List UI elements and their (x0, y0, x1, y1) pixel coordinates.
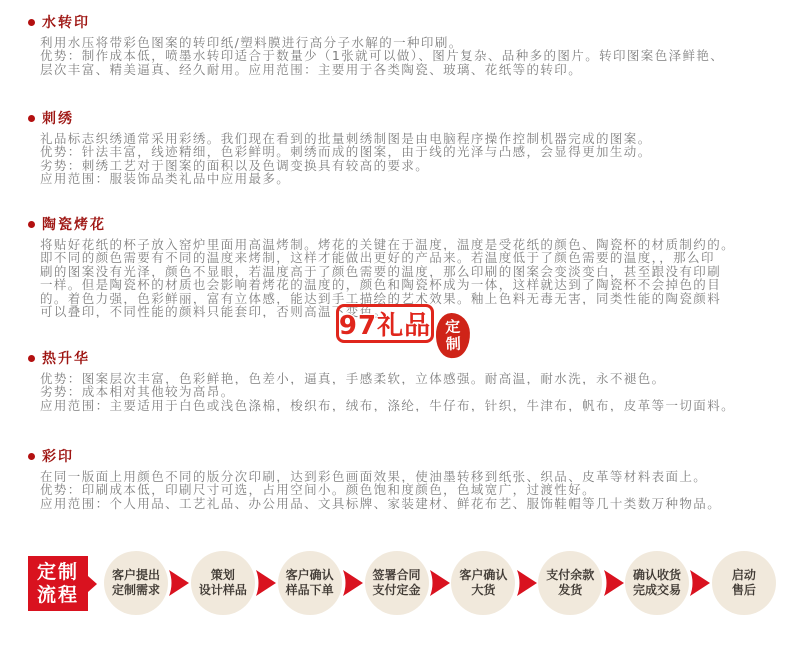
step-line: 客户确认 (285, 568, 334, 582)
arrow-right-icon (604, 570, 624, 596)
section-body (40, 470, 792, 510)
step-line: 大货 (471, 583, 496, 597)
flow-label-box (28, 556, 88, 611)
body-line: 优势：制作成本低，喷墨水转印适合于数量少（1张就可以做）、图片复杂、品种多的图片。转印图案色泽鲜艳、 (40, 49, 725, 63)
section-heading (28, 110, 792, 126)
body-line: 利用水压将带彩色图案的转印纸/塑料膜进行高分子水解的一种印刷。 (40, 36, 463, 50)
step-line: 签署合同 (372, 568, 421, 582)
bullet-icon (28, 355, 35, 362)
flow-step-5 (451, 551, 515, 615)
flow-step-7 (625, 551, 689, 615)
section-heading (28, 216, 792, 232)
seal-char: 定 (444, 317, 461, 336)
body-line: 的。着色力强，色彩鲜丽，富有立体感，能达到手工描绘的艺术效果。釉上色料无毒无害，同类性能的陶瓷颜料 (40, 291, 722, 305)
body-line: 优势：针法丰富，线迹精细，色彩鲜明。刺绣而成的图案，由于线的光泽与凸感，会显得更加生动。 (40, 145, 652, 159)
arrow-right-icon (343, 570, 363, 596)
flow-step-4 (365, 551, 429, 615)
step-line: 客户提出 (111, 568, 160, 582)
step-line: 支付定金 (372, 583, 421, 597)
flow-step-8 (712, 551, 776, 615)
section-body (40, 36, 792, 76)
seal-char: 制 (445, 334, 462, 353)
flow-label-arrow-tip (88, 576, 97, 592)
flow-step-1 (104, 551, 168, 615)
body-line: 劣势：刺绣工艺对于图案的面积以及色调变换具有较高的要求。 (40, 158, 430, 173)
step-line: 发货 (558, 583, 583, 597)
body-line: 刷的图案没有光泽，颜色不显眼，若温度高于了颜色需要的温度，那么印刷的图案会变淡变白，甚至跟没有印刷 (40, 264, 722, 279)
arrow-right-icon (256, 570, 276, 596)
section-water-transfer (28, 14, 792, 76)
body-line: 优势：图案层次丰富，色彩鲜艳，色差小，逼真，手感柔软，立体感强。耐高温，耐水洗，永不褪色。 (40, 372, 666, 386)
flow-step-6 (538, 551, 602, 615)
section-title: 陶瓷烤花 (42, 217, 106, 233)
body-line: 将贴好花纸的杯子放入窑炉里面用高温烤制。烤花的关键在于温度，温度是受花纸的颜色、陶瓷杯的材质制约的。 (40, 238, 736, 252)
body-line: 应用范围：主要适用于白色或浅色涤棉，梭织布，绒布，涤纶，牛仔布，针织，牛津布，帆布，皮革等一切面料。 (40, 398, 736, 413)
section-heading (28, 14, 792, 30)
body-line: 应用范围：服装饰品类礼品中应用最多。 (40, 172, 291, 186)
section-title: 彩印 (42, 449, 74, 465)
arrow-right-icon (169, 570, 189, 596)
section-ceramic-baking (28, 216, 792, 318)
flow-label-line: 定制 (36, 560, 79, 583)
step-line: 样品下单 (285, 583, 334, 597)
body-line: 优势：印刷成本低，印刷尺寸可选，占用空间小。颜色饱和度颜色，色域宽广，过渡性好。 (40, 483, 597, 497)
section-body (40, 372, 792, 412)
watermark-logo: 97礼品 (336, 304, 434, 343)
bullet-icon (28, 115, 35, 122)
body-line: 即不同的颜色需要有不同的温度来烤制，这样才能做出更好的产品来。若温度低于了颜色需要的温度，，那么印 (40, 251, 715, 265)
step-line: 支付余款 (546, 568, 595, 582)
section-heading (28, 448, 792, 464)
flow-step-3 (278, 551, 342, 615)
section-color-printing (28, 448, 792, 510)
section-heading (28, 350, 792, 366)
bullet-icon (28, 19, 35, 26)
bullet-icon (28, 221, 35, 228)
body-line: 在同一版面上用颜色不同的版分次印刷，达到彩色画面效果，使油墨转移到纸张、织品、皮革等材料表面上。 (40, 470, 708, 484)
section-embroidery (28, 110, 792, 186)
step-line: 客户确认 (459, 568, 508, 582)
section-title: 热升华 (42, 351, 90, 367)
bullet-icon (28, 453, 35, 460)
body-line: 应用范围：个人用品、工艺礼品、办公用品、文具标牌、家装建材、鲜花布艺、服饰鞋帽等几十类数万种物品。 (40, 496, 722, 511)
step-line: 定制需求 (111, 583, 160, 597)
section-title: 刺绣 (42, 111, 74, 127)
flow-steps-row (104, 549, 776, 617)
section-title: 水转印 (42, 15, 90, 31)
step-line: 启动 (731, 568, 756, 582)
section-heat-sublimation (28, 350, 792, 412)
step-line: 完成交易 (633, 583, 682, 597)
arrow-right-icon (430, 570, 450, 596)
step-line: 售后 (731, 583, 756, 597)
arrow-right-icon (517, 570, 537, 596)
body-line: 礼品标志织绣通常采用彩绣。我们现在看到的批量刺绣制图是由电脑程序操作控制机器完成的图案。 (40, 132, 652, 146)
flow-step-2 (191, 551, 255, 615)
body-line: 劣势：成本相对其他较为高昂。 (40, 385, 235, 399)
section-body (40, 132, 792, 186)
flow-label-line: 流程 (36, 583, 79, 606)
arrow-right-icon (690, 570, 710, 596)
body-line: 可以叠印，不同性能的颜料只能套印，否则高温下变色。 (40, 304, 388, 319)
step-line: 设计样品 (198, 583, 247, 597)
step-line: 确认收货 (633, 568, 682, 582)
step-line: 策划 (210, 568, 235, 582)
body-line: 一样。但是陶瓷杯的材质也会影响着烤花的温度的，颜色和陶瓷杯成为一体，这样就达到了陶瓷杯不会掉色的目 (40, 278, 722, 292)
body-line: 层次丰富、精美逼真、经久耐用。应用范围：主要用于各类陶瓷、玻璃、花纸等的转印。 (40, 62, 583, 77)
